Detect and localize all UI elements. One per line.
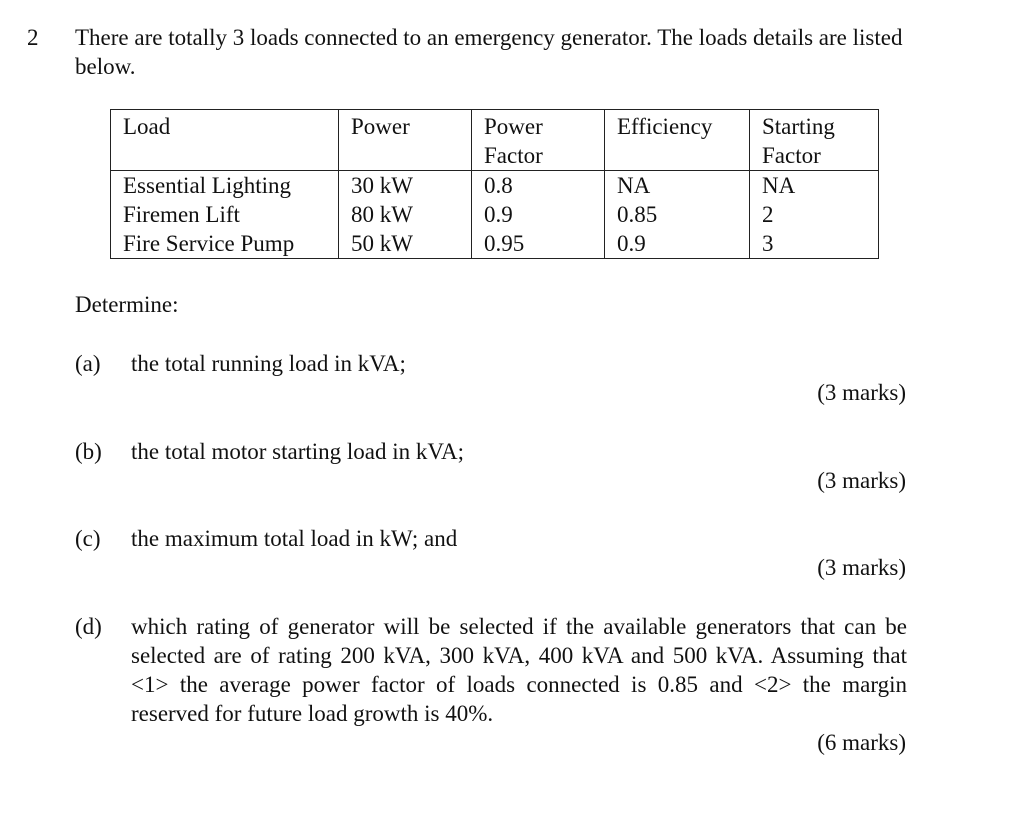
header-load-text: Load (123, 114, 171, 139)
header-starting-factor (750, 110, 879, 171)
table-row (111, 200, 879, 229)
cell-starting-factor: 3 (750, 229, 879, 259)
part-a-label: (a) (75, 351, 101, 376)
cell-power: 30 kW (339, 171, 472, 201)
cell-efficiency: NA (605, 171, 750, 201)
part-b-marks: (3 marks) (817, 468, 906, 493)
part-b-label: (b) (75, 439, 102, 464)
cell-efficiency: 0.85 (605, 200, 750, 229)
header-efficiency (605, 110, 750, 171)
cell-load: Essential Lighting (111, 171, 339, 201)
part-d-marks: (6 marks) (817, 730, 906, 755)
part-d-text: which rating of generator will be selected if the available generators that can be selected are of rating 200 kVA, 300 kVA, 400 kVA and 500 kVA. Assuming that <1> the average power factor of loads connected is 0.85 and <2> the margin reserved for future load growth is 40%. (131, 614, 907, 726)
part-c-label: (c) (75, 526, 101, 551)
part-a-marks: (3 marks) (817, 380, 906, 405)
header-power-factor-line1: Power (484, 114, 543, 139)
table-header-row (111, 110, 879, 171)
header-power-factor-line2: Factor (484, 143, 543, 168)
part-b-text: the total motor starting load in kVA; (131, 439, 465, 464)
header-load (111, 110, 339, 171)
cell-power-factor: 0.95 (472, 229, 605, 259)
cell-load: Fire Service Pump (111, 229, 339, 259)
part-d-label: (d) (75, 614, 102, 639)
question-intro: There are totally 3 loads connected to an emergency generator. The loads details are listed below. (75, 25, 903, 79)
header-starting-factor-line2: Factor (762, 143, 821, 168)
table-row (111, 171, 879, 201)
table-row (111, 229, 879, 259)
header-power-factor (472, 110, 605, 171)
part-c-marks: (3 marks) (817, 555, 906, 580)
cell-starting-factor: NA (750, 171, 879, 201)
cell-power: 50 kW (339, 229, 472, 259)
cell-power-factor: 0.9 (472, 200, 605, 229)
cell-starting-factor: 2 (750, 200, 879, 229)
determine-heading: Determine: (75, 292, 179, 317)
part-a-text: the total running load in kVA; (131, 351, 406, 376)
header-efficiency-text: Efficiency (617, 114, 713, 139)
loads-table (110, 109, 879, 259)
cell-power: 80 kW (339, 200, 472, 229)
header-starting-factor-line1: Starting (762, 114, 835, 139)
cell-power-factor: 0.8 (472, 171, 605, 201)
part-c-text: the maximum total load in kW; and (131, 526, 458, 551)
question-number: 2 (27, 25, 39, 50)
header-power (339, 110, 472, 171)
cell-efficiency: 0.9 (605, 229, 750, 259)
header-power-text: Power (351, 114, 410, 139)
cell-load: Firemen Lift (111, 200, 339, 229)
